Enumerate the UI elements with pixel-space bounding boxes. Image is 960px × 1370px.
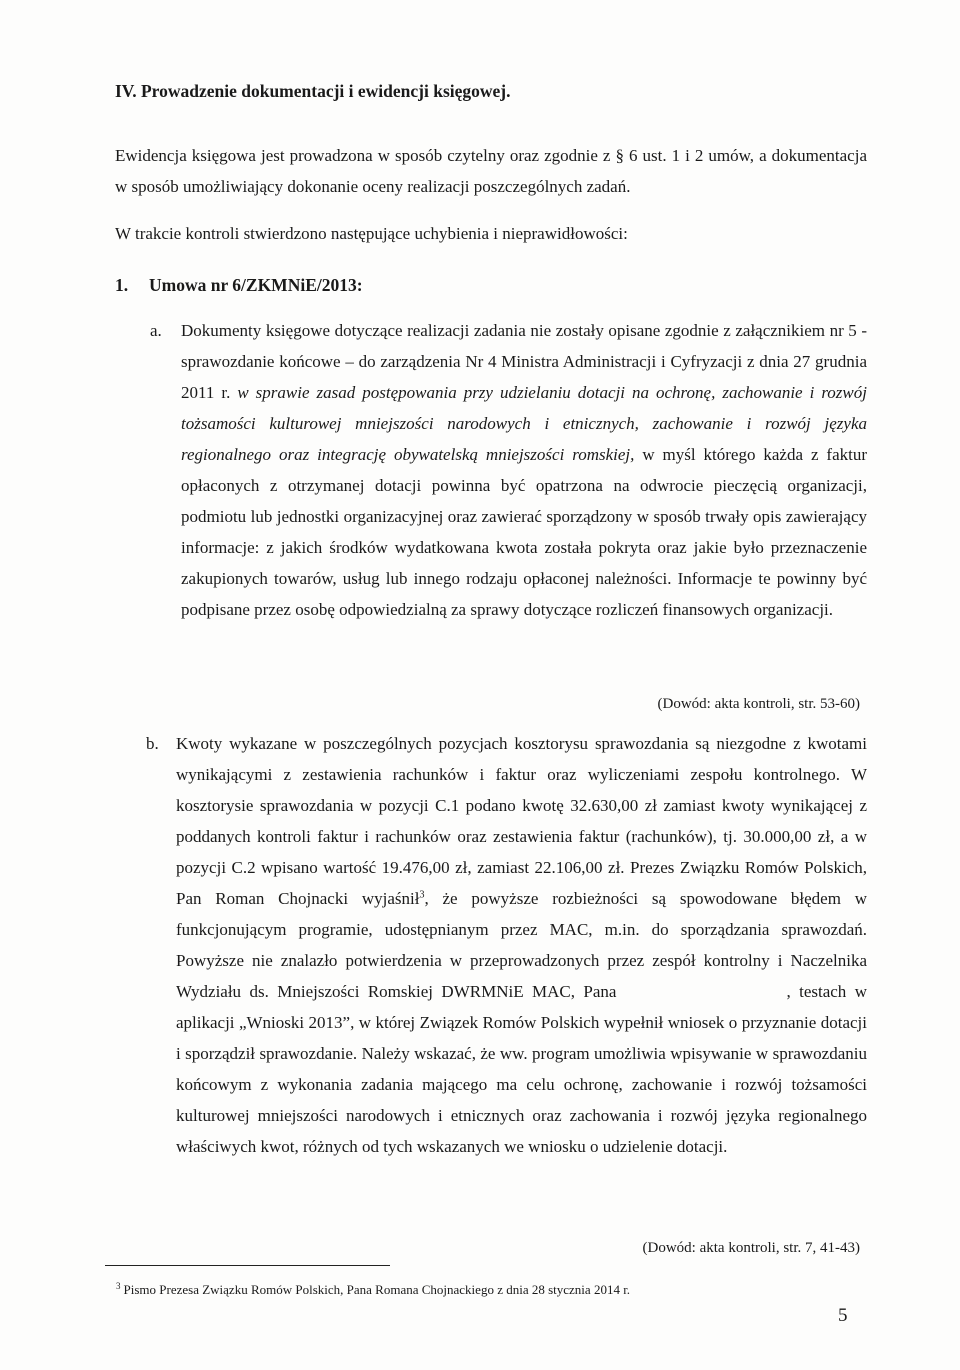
- section-heading: [115, 270, 363, 301]
- item-a-text-part1: Dokumenty księgowe dotyczące realizacji zadania nie zostały opisane zgodnie z załącznikiem nr 5 - sprawozdanie końcowe – do zarządzenia Nr 4 Ministra Administracji i Cyfryzacji z dnia 27 grudnia 2011 r.: [181, 321, 867, 402]
- footnote-number: 3: [116, 1280, 121, 1291]
- item-b-text-part2: , że powyższe rozbieżności są spowodowane błędem w funkcjonującym programie, udostępnianym przez MAC, m.in. do sporządzania sprawozdań. Powyższe nie znalazło potwierdzenia w przeprowadzonych przez zespół kontrolny i Naczelnika Wydziału ds. Mniejszości Romskiej DWRMNiE MAC, Pana: [176, 889, 868, 1001]
- item-b-text: [176, 728, 867, 1162]
- item-b-label: b.: [146, 734, 159, 753]
- item-a-regulation-title: w sprawie zasad postępowania przy udzielaniu dotacji na ochronę, zachowanie i rozwój tożsamości kulturowej mniejszości narodowych i etnicznych, zachowanie i rozwój języka regionalnego oraz integrację obywatelską mniejszości romskiej,: [181, 383, 867, 464]
- item-b-evidence: (Dowód: akta kontroli, str. 7, 41-43): [642, 1240, 860, 1256]
- footnote-text: Pismo Prezesa Związku Romów Polskich, Pana Romana Chojnackiego z dnia 28 stycznia 2014 r.: [123, 1282, 631, 1297]
- item-a-label: a.: [150, 321, 162, 340]
- item-a-text: [181, 315, 867, 625]
- item-b-text-part1: Kwoty wykazane w poszczególnych pozycjach kosztorysu sprawozdania są niezgodne z kwotami wynikającymi z zestawienia rachunków i faktur oraz wyliczeniami zespołu kontrolnego. W kosztorysie sprawozdania w pozycji C.1 podano kwotę 32.630,00 zł zamiast kwoty wynikającej z poddanych kontroli faktur i rachunków oraz zestawienia faktur (rachunków), tj. 30.000,00 zł, a w pozycji C.2 wpisano wartość 19.476,00 zł, zamiast 22.106,00 zł. Prezes Związku Romów Polskich, Pan Roman Chojnacki wyjaśnił: [176, 734, 867, 908]
- footnote-divider: [105, 1265, 390, 1266]
- section-number: 1.: [115, 275, 129, 295]
- item-a-text-part2: w myśl którego każda z faktur opłaconych z otrzymanej dotacji powinna być opatrzona na odwrocie pieczęcią organizacji, podmiotu lub jednostki organizacyjnej oraz zawierać sporządzony w sposób trwały opis zawierający informacje: z jakich środków wydatkowana kwota została pokryta oraz jakie było przeznaczenie zakupionych towarów, usług lub innego rodzaju opłaconej należności. Informacje te powinny być podpisane przez osobę odpowiedzialną za sprawy dotyczące rozliczeń finansowych organizacji.: [181, 445, 868, 619]
- paragraph-accounting-records: Ewidencja księgowa jest prowadzona w sposób czytelny oraz zgodnie z § 6 ust. 1 i 2 umów, a dokumentacja w sposób umożliwiający dokonanie oceny realizacji poszczególnych zadań.: [115, 146, 867, 196]
- item-b-text-part3: , testach w aplikacji „Wnioski 2013”, w której Związek Romów Polskich wypełnił wniosek o przyznanie dotacji i sporządził sprawozdanie. Należy wskazać, że ww. program umożliwia wpisywanie w sprawozdaniu końcowym z wykonania zadania mającego ma celu ochronę, zachowanie i rozwój tożsamości kulturowej mniejszości narodowych i etnicznych oraz zachowania i rozwój języka regionalnego właściwych kwot, różnych od tych wskazanych we wniosku o udzielenie dotacji.: [176, 982, 867, 1156]
- footnote: [116, 1280, 876, 1300]
- paragraph-findings-intro: W trakcie kontroli stwierdzono następujące uchybienia i nieprawidłowości:: [115, 224, 628, 243]
- item-a-evidence: (Dowód: akta kontroli, str. 53-60): [657, 696, 860, 712]
- chapter-heading: IV. Prowadzenie dokumentacji i ewidencji księgowej.: [115, 81, 511, 101]
- footnote-reference: 3: [419, 889, 425, 901]
- page-number: 5: [838, 1305, 848, 1326]
- section-title: Umowa nr 6/ZKMNiE/2013:: [149, 275, 363, 295]
